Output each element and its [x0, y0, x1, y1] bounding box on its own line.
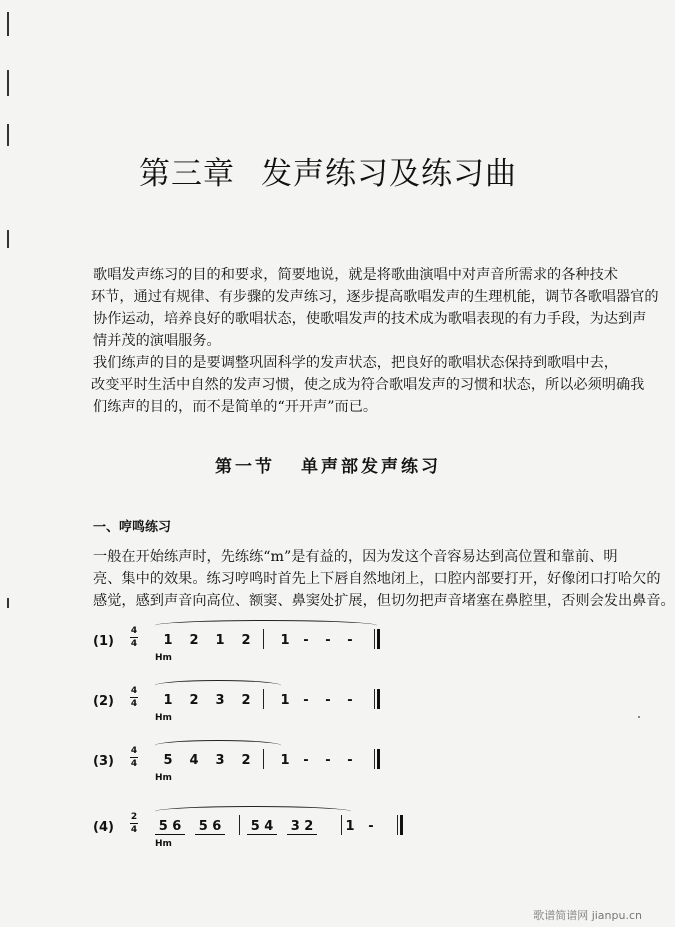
note: 1 [215, 633, 225, 648]
text-line: 环节，通过有规律、有步骤的发声练习，逐步提高歌唱发声的生理机能，调节各歌唱器官的 [91, 289, 659, 305]
barline [263, 629, 264, 649]
hum-paragraph [93, 546, 675, 612]
exercise-1 [93, 626, 413, 676]
note: 1 [345, 819, 355, 834]
scan-speck [638, 716, 640, 718]
note: 2 [241, 633, 251, 648]
dash: - [347, 753, 353, 768]
note: 1 [280, 753, 290, 768]
binding-mark [7, 12, 9, 36]
notes [155, 633, 361, 648]
slur [155, 620, 377, 631]
exercise-4 [93, 812, 413, 862]
text-line: 一般在开始练声时，先练练“m”是有益的，因为发这个音容易达到高位置和靠前、明 [93, 549, 618, 565]
time-signature: 4 4 [130, 746, 138, 769]
note-group: 5 6 [195, 819, 225, 835]
text-line: 歌唱发声练习的目的和要求，简要地说，就是将歌曲演唱中对声音所需求的各种技术 [93, 267, 618, 283]
final-barline [374, 629, 379, 649]
chapter-title [0, 148, 656, 193]
chapter-name: 发声练习及练习曲 [261, 156, 517, 192]
notes [155, 819, 381, 835]
note: 1 [163, 633, 173, 648]
note: 1 [163, 693, 173, 708]
barline [239, 815, 240, 835]
section-label: 第一节 [215, 457, 275, 477]
exercise-number: (4) [93, 820, 114, 835]
syllable: Hm [155, 773, 172, 783]
note: 2 [241, 693, 251, 708]
note-group: 5 4 [247, 819, 277, 835]
text-line: 亮、集中的效果。练习哼鸣时首先上下唇自然地闭上，口腔内部要打开，好像闭口打哈欠的 [93, 571, 661, 587]
exercise-number: (3) [93, 754, 114, 769]
dash: - [368, 819, 374, 834]
time-signature: 4 4 [130, 626, 138, 649]
dash: - [303, 753, 309, 768]
text-line: 情并茂的演唱服务。 [93, 333, 221, 349]
dash: - [325, 693, 331, 708]
note: 1 [280, 693, 290, 708]
intro-paragraph-2 [91, 352, 645, 418]
note: 1 [280, 633, 290, 648]
notes [155, 693, 361, 708]
text-line: 改变平时生活中自然的发声习惯，使之成为符合歌唱发声的习惯和状态，所以必须明确我 [91, 377, 645, 393]
binding-mark [7, 598, 9, 608]
syllable: Hm [155, 653, 172, 663]
note: 2 [189, 693, 199, 708]
note: 4 [189, 753, 199, 768]
final-barline [397, 815, 402, 835]
dash: - [303, 633, 309, 648]
barline [341, 815, 342, 835]
final-barline [374, 749, 379, 769]
intro-paragraph-1 [91, 264, 659, 352]
text-line: 我们练声的目的是要调整巩固科学的发声状态，把良好的歌唱状态保持到歌唱中去， [93, 355, 618, 371]
dash: - [325, 633, 331, 648]
binding-mark [7, 124, 9, 146]
dash: - [347, 693, 353, 708]
time-signature: 4 4 [130, 686, 138, 709]
note: 3 [215, 693, 225, 708]
binding-mark [7, 230, 9, 248]
note: 5 [163, 753, 173, 768]
syllable: Hm [155, 839, 172, 849]
final-barline [374, 689, 379, 709]
binding-mark [7, 70, 9, 96]
exercise-number: (1) [93, 634, 114, 649]
barline [263, 689, 264, 709]
exercise-3 [93, 746, 413, 796]
note: 3 [215, 753, 225, 768]
text-line: 们练声的目的，而不是简单的“开开声”而已。 [93, 399, 378, 415]
time-signature: 2 4 [130, 812, 138, 835]
note-group: 5 6 [155, 819, 185, 835]
note: 2 [189, 633, 199, 648]
slur [155, 806, 351, 817]
dash: - [303, 693, 309, 708]
barline [263, 749, 264, 769]
dash: - [347, 633, 353, 648]
notes [155, 753, 361, 768]
note: 2 [241, 753, 251, 768]
text-line: 感觉，感到声音向高位、额窦、鼻窦处扩展，但切勿把声音堵塞在鼻腔里，否则会发出鼻音。 [93, 593, 675, 609]
section-title: 单声部发声练习 [301, 457, 441, 477]
note-group: 3 2 [287, 819, 317, 835]
watermark: 歌谱简谱网 jianpu.cn [533, 909, 642, 922]
subsection-heading: 一、哼鸣练习 [93, 520, 172, 535]
text-line: 协作运动，培养良好的歌唱状态，使歌唱发声的技术成为歌唱表现的有力手段，为达到声 [93, 311, 647, 327]
exercise-number: (2) [93, 694, 114, 709]
syllable: Hm [155, 713, 172, 723]
section-heading [0, 452, 656, 477]
exercise-2 [93, 686, 413, 736]
dash: - [325, 753, 331, 768]
chapter-label: 第三章 [139, 156, 235, 192]
